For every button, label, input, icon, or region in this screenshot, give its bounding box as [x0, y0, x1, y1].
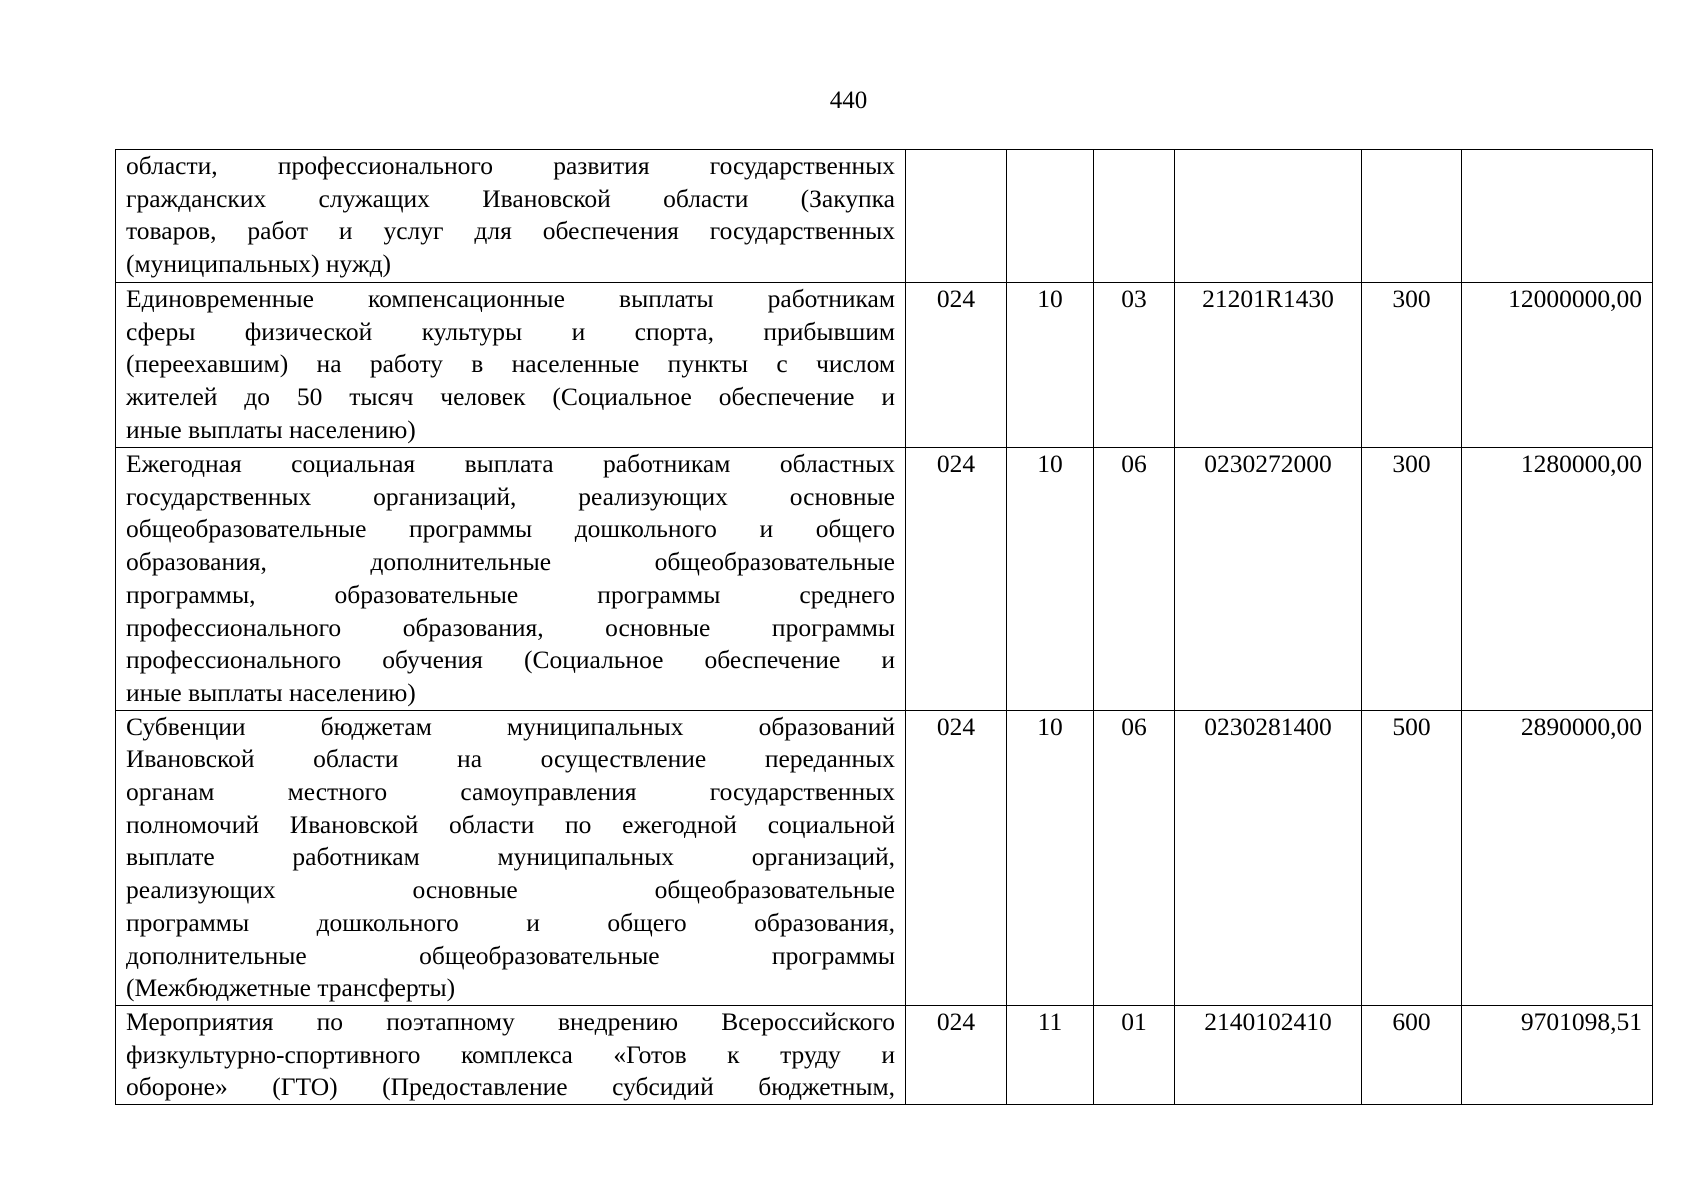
- description-line: дополнительные общеобразовательные программы: [126, 940, 895, 970]
- amount-cell: 2890000,00: [1462, 710, 1653, 1005]
- admin-code-cell: 024: [906, 710, 1007, 1005]
- expense-type-cell: [1362, 150, 1462, 283]
- section-cell: [1007, 150, 1094, 283]
- description-line: профессионального образования, основные программы: [126, 612, 895, 642]
- description-line: программы дошкольного и общего образования,: [126, 907, 895, 937]
- amount-cell: 1280000,00: [1462, 448, 1653, 711]
- description-line: физкультурно-спортивного комплекса «Готов к труду и: [126, 1039, 895, 1069]
- description-line: Ивановской области на осуществление переданных: [126, 744, 895, 774]
- target-article-cell: 0230281400: [1175, 710, 1362, 1005]
- amount-cell: 9701098,51: [1462, 1005, 1653, 1104]
- description-line: профессионального обучения (Социальное обеспечение и: [126, 645, 895, 675]
- subsection-cell: 01: [1094, 1005, 1175, 1104]
- description-line: обороне» (ГТО) (Предоставление субсидий бюджетным,: [126, 1072, 895, 1102]
- description-line: полномочий Ивановской области по ежегодной социальной: [126, 809, 895, 839]
- budget-table: [115, 149, 1653, 1105]
- admin-code-cell: [906, 150, 1007, 283]
- row-description: [116, 283, 906, 448]
- description-line: органам местного самоуправления государственных: [126, 777, 895, 807]
- description-line: иные выплаты населению): [126, 677, 416, 707]
- description-line: (Межбюджетные трансферты): [126, 973, 456, 1003]
- description-line: реализующих основные общеобразовательные: [126, 875, 895, 905]
- table-row: [116, 710, 1653, 1005]
- description-line: государственных организаций, реализующих основные: [126, 481, 895, 511]
- description-line: жителей до 50 тысяч человек (Социальное обеспечение и: [126, 382, 895, 412]
- subsection-cell: 06: [1094, 710, 1175, 1005]
- description-line: (муниципальных) нужд): [126, 249, 392, 279]
- row-description: [116, 1005, 906, 1104]
- description-line: (переехавшим) на работу в населенные пункты с числом: [126, 349, 895, 379]
- target-article-cell: 0230272000: [1175, 448, 1362, 711]
- target-article-cell: 2140102410: [1175, 1005, 1362, 1104]
- row-description: [116, 448, 906, 711]
- description-line: выплате работникам муниципальных организаций,: [126, 842, 895, 872]
- description-line: Ежегодная социальная выплата работникам областных: [126, 449, 895, 478]
- description-line: товаров, работ и услуг для обеспечения государственных: [126, 216, 895, 246]
- expense-type-cell: 500: [1362, 710, 1462, 1005]
- expense-type-cell: 300: [1362, 283, 1462, 448]
- table-row: [116, 283, 1653, 448]
- admin-code-cell: 024: [906, 283, 1007, 448]
- row-description: [116, 710, 906, 1005]
- description-line: программы, образовательные программы среднего: [126, 579, 895, 609]
- table-row: [116, 1005, 1653, 1104]
- row-description: [116, 150, 906, 283]
- description-line: гражданских служащих Ивановской области (Закупка: [126, 183, 895, 213]
- description-line: Единовременные компенсационные выплаты работникам: [126, 284, 895, 313]
- page-number: 440: [829, 87, 868, 114]
- subsection-cell: [1094, 150, 1175, 283]
- expense-type-cell: 600: [1362, 1005, 1462, 1104]
- description-line: общеобразовательные программы дошкольного и общего: [126, 514, 895, 544]
- subsection-cell: 06: [1094, 448, 1175, 711]
- description-line: сферы физической культуры и спорта, прибывшим: [126, 316, 895, 346]
- description-line: области, профессионального развития государственных: [126, 151, 895, 180]
- target-article-cell: [1175, 150, 1362, 283]
- section-cell: 10: [1007, 448, 1094, 711]
- description-line: образования, дополнительные общеобразовательные: [126, 547, 895, 577]
- section-cell: 10: [1007, 710, 1094, 1005]
- target-article-cell: 21201R1430: [1175, 283, 1362, 448]
- description-line: иные выплаты населению): [126, 414, 416, 444]
- description-line: Субвенции бюджетам муниципальных образований: [126, 711, 895, 741]
- section-cell: 10: [1007, 283, 1094, 448]
- amount-cell: [1462, 150, 1653, 283]
- amount-cell: 12000000,00: [1462, 283, 1653, 448]
- section-cell: 11: [1007, 1005, 1094, 1104]
- admin-code-cell: 024: [906, 448, 1007, 711]
- subsection-cell: 03: [1094, 283, 1175, 448]
- table-row: [116, 150, 1653, 283]
- table-body: [116, 150, 1653, 1105]
- table-row: [116, 448, 1653, 711]
- expense-type-cell: 300: [1362, 448, 1462, 711]
- description-line: Мероприятия по поэтапному внедрению Всероссийского: [126, 1006, 895, 1036]
- admin-code-cell: 024: [906, 1005, 1007, 1104]
